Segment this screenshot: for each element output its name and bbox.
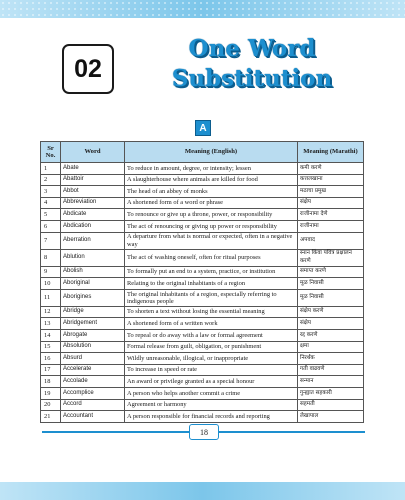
- cell-meaning-english: To formally put an end to a system, practice, or institution: [125, 266, 298, 278]
- cell-word: Abbreviation: [61, 197, 125, 209]
- cell-word: Accord: [61, 399, 125, 411]
- cell-meaning-english: The act of washing oneself, often for ritual purposes: [125, 249, 298, 266]
- cell-sr-no: 16: [41, 353, 61, 365]
- table-row: [41, 399, 364, 411]
- column-header-meaning-marathi: Meaning (Marathi): [298, 142, 364, 163]
- cell-meaning-marathi: लेखापाल: [298, 411, 364, 423]
- cell-meaning-english: A departure from what is normal or expected, often in a negative way: [125, 232, 298, 249]
- cell-meaning-english: A person responsible for financial records and reporting: [125, 411, 298, 423]
- cell-meaning-marathi: स्नान किंवा पवित्र प्रक्षालन करणे: [298, 249, 364, 266]
- cell-word: Abate: [61, 163, 125, 175]
- chapter-number-badge: 02: [62, 44, 114, 94]
- cell-meaning-english: The act of renouncing or giving up power or responsibility: [125, 220, 298, 232]
- cell-word: Accountant: [61, 411, 125, 423]
- cell-meaning-marathi: राजीनामा देणे: [298, 209, 364, 221]
- cell-word: Abbot: [61, 186, 125, 198]
- chapter-title-line-1: One Word: [188, 35, 316, 62]
- cell-sr-no: 17: [41, 364, 61, 376]
- cell-meaning-english: To reduce in amount, degree, or intensity; lessen: [125, 163, 298, 175]
- cell-meaning-english: To renounce or give up a throne, power, or responsibility: [125, 209, 298, 221]
- vocabulary-table: [40, 141, 364, 423]
- cell-meaning-marathi: मठाचा प्रमुख: [298, 186, 364, 198]
- section-marker: A: [195, 120, 211, 136]
- cell-meaning-english: The original inhabitants of a region, especially referring to indigenous people: [125, 289, 298, 306]
- cell-meaning-english: To repeal or do away with a law or formal agreement: [125, 329, 298, 341]
- table-body: [41, 163, 364, 423]
- cell-word: Aboriginal: [61, 278, 125, 290]
- cell-meaning-marathi: निरर्थक: [298, 353, 364, 365]
- cell-word: Absurd: [61, 353, 125, 365]
- cell-meaning-english: A shortened form of a word or phrase: [125, 197, 298, 209]
- table-row: [41, 318, 364, 330]
- table-row: [41, 411, 364, 423]
- cell-meaning-english: To shorten a text without losing the essential meaning: [125, 306, 298, 318]
- cell-meaning-marathi: गती वाढवणे: [298, 364, 364, 376]
- cell-meaning-marathi: कमी करणे: [298, 163, 364, 175]
- cell-sr-no: 8: [41, 249, 61, 266]
- cell-word: Abrogate: [61, 329, 125, 341]
- top-band-pattern: [0, 0, 405, 18]
- cell-word: Aborigines: [61, 289, 125, 306]
- cell-meaning-marathi: समाप्त करणे: [298, 266, 364, 278]
- cell-sr-no: 1: [41, 163, 61, 175]
- cell-meaning-english: Formal release from guilt, obligation, or punishment: [125, 341, 298, 353]
- cell-sr-no: 21: [41, 411, 61, 423]
- cell-sr-no: 18: [41, 376, 61, 388]
- cell-meaning-marathi: मूळ निवासी: [298, 289, 364, 306]
- cell-sr-no: 3: [41, 186, 61, 198]
- cell-sr-no: 9: [41, 266, 61, 278]
- cell-sr-no: 5: [41, 209, 61, 221]
- cell-meaning-english: A shortened form of a written work: [125, 318, 298, 330]
- cell-meaning-marathi: संक्षेप: [298, 318, 364, 330]
- table-row: [41, 232, 364, 249]
- table-row: [41, 266, 364, 278]
- cell-meaning-marathi: रद्द करणे: [298, 329, 364, 341]
- table-row: [41, 376, 364, 388]
- table-row: [41, 278, 364, 290]
- cell-word: Absolution: [61, 341, 125, 353]
- table-row: [41, 163, 364, 175]
- cell-word: Aberration: [61, 232, 125, 249]
- cell-word: Abridge: [61, 306, 125, 318]
- cell-word: Ablution: [61, 249, 125, 266]
- table-row: [41, 341, 364, 353]
- cell-sr-no: 12: [41, 306, 61, 318]
- cell-word: Accomplice: [61, 387, 125, 399]
- cell-sr-no: 10: [41, 278, 61, 290]
- cell-word: Abattoir: [61, 174, 125, 186]
- cell-word: Accelerate: [61, 364, 125, 376]
- cell-meaning-english: To increase in speed or rate: [125, 364, 298, 376]
- table-header-row: [41, 142, 364, 163]
- page-number: 18: [189, 424, 219, 440]
- cell-meaning-english: The head of an abbey of monks: [125, 186, 298, 198]
- cell-sr-no: 13: [41, 318, 61, 330]
- cell-meaning-marathi: सहमती: [298, 399, 364, 411]
- chapter-title: [152, 34, 352, 94]
- cell-meaning-english: Relating to the original inhabitants of a region: [125, 278, 298, 290]
- cell-sr-no: 7: [41, 232, 61, 249]
- cell-sr-no: 2: [41, 174, 61, 186]
- cell-word: Abridgement: [61, 318, 125, 330]
- cell-meaning-english: A person who helps another commit a crime: [125, 387, 298, 399]
- cell-meaning-marathi: गुन्ह्यात सहकारी: [298, 387, 364, 399]
- cell-meaning-marathi: संक्षेप करणे: [298, 306, 364, 318]
- table-row: [41, 289, 364, 306]
- cell-meaning-marathi: राजीनामा: [298, 220, 364, 232]
- table-row: [41, 209, 364, 221]
- cell-meaning-marathi: अपवाद: [298, 232, 364, 249]
- column-header-sr: Sr No.: [41, 142, 61, 163]
- cell-meaning-marathi: कत्तलखाना: [298, 174, 364, 186]
- cell-meaning-marathi: क्षमा: [298, 341, 364, 353]
- cell-sr-no: 14: [41, 329, 61, 341]
- table-row: [41, 197, 364, 209]
- column-header-word: Word: [61, 142, 125, 163]
- cell-meaning-marathi: संक्षेप: [298, 197, 364, 209]
- cell-sr-no: 20: [41, 399, 61, 411]
- cell-meaning-english: An award or privilege granted as a special honour: [125, 376, 298, 388]
- cell-word: Abdication: [61, 220, 125, 232]
- chapter-title-line-2: Substitution: [171, 65, 333, 92]
- table-row: [41, 387, 364, 399]
- table-row: [41, 329, 364, 341]
- table-row: [41, 364, 364, 376]
- cell-meaning-english: A slaughterhouse where animals are killed for food: [125, 174, 298, 186]
- column-header-meaning-english: Meaning (English): [125, 142, 298, 163]
- table-row: [41, 249, 364, 266]
- cell-word: Accolade: [61, 376, 125, 388]
- table-row: [41, 306, 364, 318]
- cell-sr-no: 4: [41, 197, 61, 209]
- table-row: [41, 174, 364, 186]
- cell-sr-no: 15: [41, 341, 61, 353]
- table-row: [41, 186, 364, 198]
- cell-meaning-marathi: मूळ निवासी: [298, 278, 364, 290]
- cell-meaning-marathi: सन्मान: [298, 376, 364, 388]
- cell-meaning-english: Wildly unreasonable, illogical, or inappropriate: [125, 353, 298, 365]
- table-row: [41, 220, 364, 232]
- cell-meaning-english: Agreement or harmony: [125, 399, 298, 411]
- cell-word: Abolish: [61, 266, 125, 278]
- cell-sr-no: 19: [41, 387, 61, 399]
- cell-sr-no: 6: [41, 220, 61, 232]
- bottom-decorative-band: [0, 482, 405, 500]
- cell-word: Abdicate: [61, 209, 125, 221]
- table-row: [41, 353, 364, 365]
- cell-sr-no: 11: [41, 289, 61, 306]
